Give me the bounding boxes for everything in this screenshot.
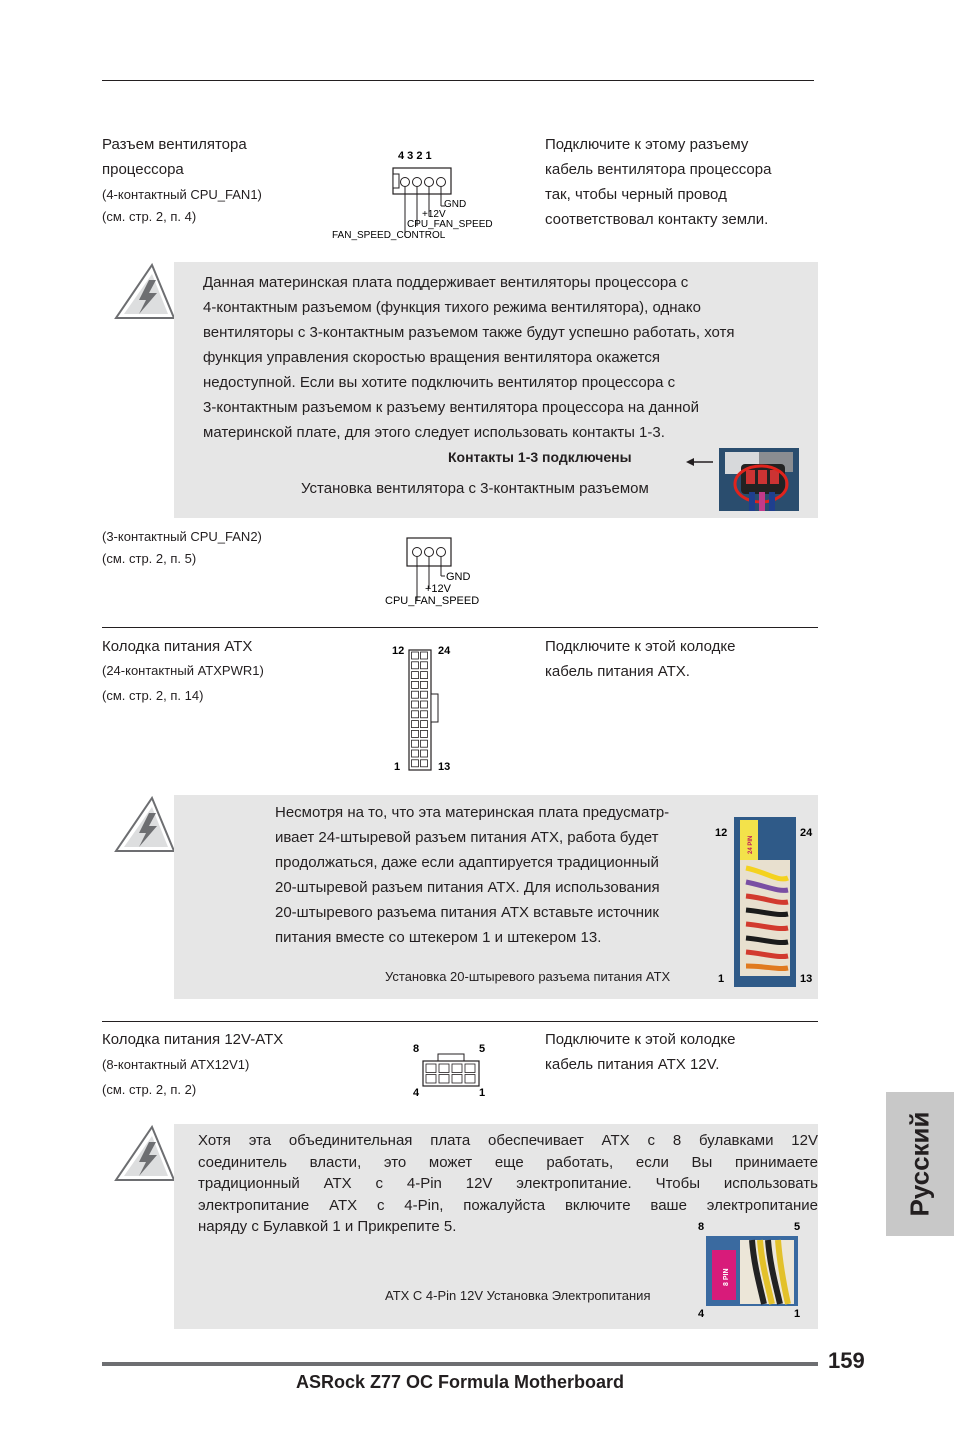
atx12v-pin8-label: 8 xyxy=(413,1043,420,1055)
atx12v-pin1-label: 1 xyxy=(479,1087,486,1099)
section-rule xyxy=(102,1021,818,1022)
note1-line: функция управления скоростью вращения вентилятора окажется xyxy=(203,349,660,366)
note2-line: ивает 24-штыревой разъем питания ATX, работа будет xyxy=(275,829,659,846)
note3-pin5-label: 5 xyxy=(794,1221,801,1233)
cpu-fan1-speed-label: CPU_FAN_SPEED xyxy=(407,219,493,230)
atx-pin24-label: 24 xyxy=(438,645,451,657)
atx12v-pin xyxy=(465,1075,475,1084)
cpu-fan2-sub xyxy=(102,526,262,570)
cpu-fan1-description xyxy=(545,132,771,232)
atx12v-sub2: (см. стр. 2, п. 2) xyxy=(102,1082,197,1097)
note2-line: 20-штыревого разъема питания ATX вставьте источник xyxy=(275,904,659,921)
section-rule xyxy=(102,627,818,628)
atx-desc-line: кабель питания ATX. xyxy=(545,663,690,680)
atx-24pin-diagram xyxy=(385,640,465,775)
atx12v-pin xyxy=(426,1064,436,1073)
note3-line: наряду с Булавкой 1 и Прикрепите 5. xyxy=(198,1218,457,1235)
arrow-left-icon xyxy=(686,455,714,469)
cpu-fan1-pin-diagram xyxy=(325,140,525,250)
atx12v-desc-line: Подключите к этой колодке xyxy=(545,1031,736,1048)
cpu-fan1-pins-label: 4 3 2 1 xyxy=(398,150,432,162)
note3-pin8-label: 8 xyxy=(698,1221,705,1233)
atx-pin xyxy=(412,652,419,659)
note1-line: вентиляторы с 3-контактным разъемом также будут успешно работать, хотя xyxy=(203,324,735,341)
atx-pin xyxy=(412,750,419,757)
language-tab-label: Русский xyxy=(904,1111,935,1217)
cpu-fan2-sub2: (см. стр. 2, п. 5) xyxy=(102,551,197,566)
cpu-fan2-gnd-label: GND xyxy=(446,571,471,583)
language-tab xyxy=(886,1092,954,1236)
atx12v-pin xyxy=(465,1064,475,1073)
note3-line: соединитель власти, это может еще работать, если Вы принимаете xyxy=(198,1153,818,1171)
note3-line: Хотя эта объединительная плата обеспечивает ATX с 8 булавками 12V xyxy=(198,1132,818,1149)
atx-pin xyxy=(412,730,419,737)
cpu-fan1-sub1: (4-контактный CPU_FAN1) xyxy=(102,187,262,202)
cpu-fan1-sub2: (см. стр. 2, п. 4) xyxy=(102,209,197,224)
atx-pin xyxy=(421,721,428,728)
atx-pin xyxy=(421,730,428,737)
atx-pin12-label: 12 xyxy=(392,645,405,657)
note2-pin1-label: 1 xyxy=(718,973,725,985)
note1-line: Данная материнская плата поддерживает вентиляторы процессора с xyxy=(203,274,689,291)
note3-caption: ATX С 4-Pin 12V Установка Электропитания xyxy=(385,1288,651,1303)
cpu-fan1-control-label: FAN_SPEED_CONTROL xyxy=(332,230,446,241)
note1-caption: Установка вентилятора с 3-контактным разъемом xyxy=(301,480,649,497)
atx12v-sub xyxy=(102,1054,249,1101)
note2-pin12-label: 12 xyxy=(715,827,728,839)
atx-pin xyxy=(412,701,419,708)
atx-pin xyxy=(421,760,428,767)
warning-lightning-icon xyxy=(112,262,176,322)
atx-sub2: (см. стр. 2, п. 14) xyxy=(102,688,204,703)
note2-line: продолжаться, даже если адаптируется традиционный xyxy=(275,854,659,871)
note3-pin1-label: 1 xyxy=(794,1308,801,1320)
atx-pin xyxy=(421,672,428,679)
note2-line: питания вместе со штекером 1 и штекером 13. xyxy=(275,929,602,946)
atx-pin xyxy=(412,721,419,728)
atx-pin xyxy=(421,691,428,698)
fan-connector-photo xyxy=(719,448,799,511)
atx-pin xyxy=(412,691,419,698)
atx-pin xyxy=(412,672,419,679)
atx-label-text: 24 PIN xyxy=(748,835,754,854)
atx-pin xyxy=(421,740,428,747)
atx-desc-line: Подключите к этой колодке xyxy=(545,638,736,655)
atx12v-pin xyxy=(452,1064,462,1073)
atx12v-description xyxy=(545,1027,736,1077)
cpu-fan1-desc-line: так, чтобы черный провод xyxy=(545,186,727,203)
cpu-fan1-title-line1: Разъем вентилятора xyxy=(102,136,247,153)
cpu-fan1-title-line2: процессора xyxy=(102,161,184,178)
atx-sub xyxy=(102,660,264,707)
atx-description xyxy=(545,634,736,684)
cpu-fan1-title xyxy=(102,132,247,182)
cpu-fan2-12v-label: +12V xyxy=(425,583,451,595)
atx-pin xyxy=(412,760,419,767)
atx-pin xyxy=(421,652,428,659)
note2-line: 20-штыревой разъем питания ATX. Для использования xyxy=(275,879,660,896)
atx-sub1: (24-контактный ATXPWR1) xyxy=(102,663,264,678)
atx-pin xyxy=(412,681,419,688)
atx-pin xyxy=(421,681,428,688)
atx-pin xyxy=(412,740,419,747)
atx12v-4pin-install-photo xyxy=(690,1216,808,1324)
cpu-fan1-desc-line: Подключите к этому разъему xyxy=(545,136,749,153)
atx-pin xyxy=(412,662,419,669)
note2-pin24-label: 24 xyxy=(800,827,813,839)
cpu-fan1-desc-line: соответствовал контакту земли. xyxy=(545,211,769,228)
atx12v-pin4-label: 4 xyxy=(413,1087,420,1099)
note3-line: электропитание ATX с 4-Pin, пожалуйста включите ваше электропитание xyxy=(198,1196,818,1214)
atx12v-desc-line: кабель питания ATX 12V. xyxy=(545,1056,720,1073)
note1-line: материнской плате, для этого следует использовать контакты 1-3. xyxy=(203,424,665,441)
atx12v-title: Колодка питания 12V-ATX xyxy=(102,1031,284,1048)
cpu-fan1-12v-label: +12V xyxy=(422,209,446,220)
atx-title: Колодка питания ATX xyxy=(102,638,253,655)
atx12v-pin xyxy=(439,1075,449,1084)
atx12v-sub1: (8-контактный ATX12V1) xyxy=(102,1057,250,1072)
note1-line: недоступной. Если вы хотите подключить вентилятор процессора с xyxy=(203,374,676,391)
atx-pin13-label: 13 xyxy=(438,761,451,773)
warning-lightning-icon xyxy=(112,1124,176,1184)
atx12v-pin xyxy=(426,1075,436,1084)
note1-line: 3-контактным разъемом к разъему вентилятора процессора на данной xyxy=(203,399,700,416)
atx12v-pin xyxy=(452,1075,462,1084)
atx-pin xyxy=(421,662,428,669)
cpu-fan2-speed-label: CPU_FAN_SPEED xyxy=(385,595,480,607)
warning-lightning-icon xyxy=(112,795,176,855)
note2-pin13-label: 13 xyxy=(800,973,813,985)
cpu-fan1-desc-line: кабель вентилятора процессора xyxy=(545,161,772,178)
note2-text xyxy=(275,800,669,950)
note2-caption: Установка 20-штыревого разъема питания ATX xyxy=(385,969,671,984)
atx12v-pin5-label: 5 xyxy=(479,1043,486,1055)
note1-text xyxy=(203,270,735,445)
footer-rule xyxy=(102,1362,818,1366)
cpu-fan2-pin-diagram xyxy=(380,532,480,612)
atx12v-label-text: 8 PIN xyxy=(723,1268,730,1286)
atx-pin xyxy=(412,711,419,718)
note3-line: традиционный ATX с 4-Pin 12V электропитание. Чтобы использовать xyxy=(198,1175,818,1192)
atx12v-pin xyxy=(439,1064,449,1073)
top-rule xyxy=(102,80,814,81)
atx-pin1-label: 1 xyxy=(394,761,401,773)
atx-20pin-install-photo xyxy=(706,812,818,988)
atx-pin xyxy=(421,711,428,718)
cpu-fan2-sub1: (3-контактный CPU_FAN2) xyxy=(102,529,262,544)
footer-title: ASRock Z77 OC Formula Motherboard xyxy=(296,1372,625,1392)
atx12v-8pin-diagram xyxy=(405,1036,505,1102)
note2-line: Несмотря на то, что эта материнская плата предусматр- xyxy=(275,804,670,821)
cpu-fan1-sub xyxy=(102,184,262,228)
cpu-fan1-gnd-label: GND xyxy=(444,199,467,210)
atx-pin xyxy=(421,750,428,757)
note3-pin4-label: 4 xyxy=(698,1308,705,1320)
atx-pin xyxy=(421,701,428,708)
note1-line: 4-контактным разъемом (функция тихого режима вентилятора), однако xyxy=(203,299,701,316)
note1-bold-caption: Контакты 1-3 подключены xyxy=(448,449,632,465)
page-number: 159 xyxy=(828,1348,865,1373)
